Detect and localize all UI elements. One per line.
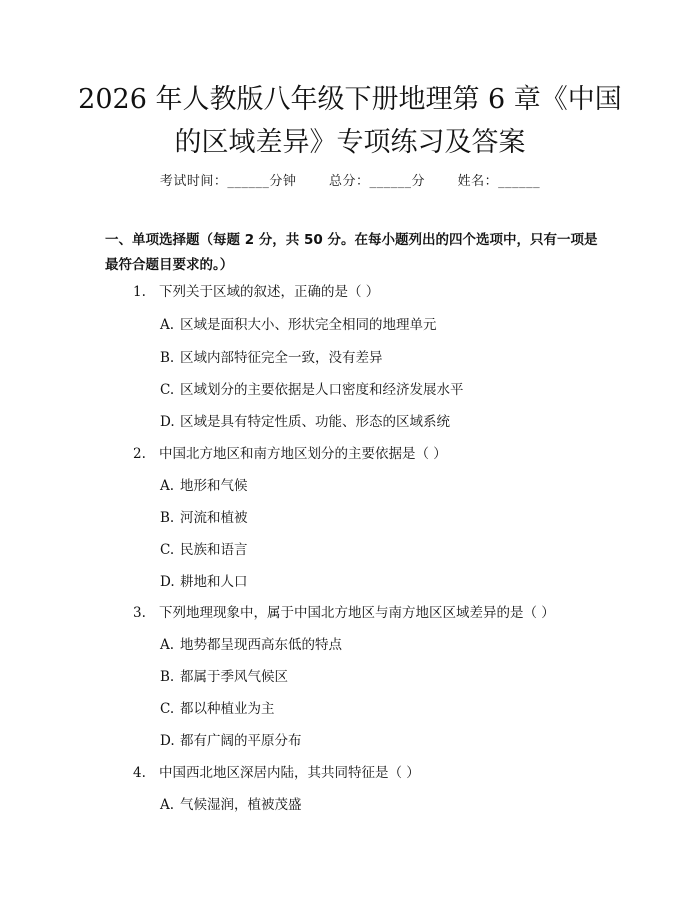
option-label: A. (160, 637, 175, 653)
option-text: 地势都呈现西高东低的特点 (180, 637, 342, 653)
option-label: D. (160, 574, 175, 590)
option-label: A. (160, 317, 175, 333)
option-4a (160, 793, 302, 813)
option-label: B. (160, 669, 175, 685)
title-line-1: 2026 年人教版八年级下册地理第 6 章《中国 (78, 84, 622, 115)
option-2d (160, 570, 248, 590)
option-text: 都以种植业为主 (180, 701, 275, 717)
question-2 (133, 442, 447, 462)
option-text: 区域划分的主要依据是人口密度和经济发展水平 (180, 382, 464, 398)
option-3b (160, 665, 288, 685)
option-2a (160, 474, 248, 494)
option-text: 区域是面积大小、形状完全相同的地理单元 (180, 317, 437, 333)
page-title (60, 78, 640, 164)
option-label: C. (160, 701, 175, 717)
section-heading: 一、单项选择题（每题 2 分，共 50 分。在每小题列出的四个选项中，只有一项是最符合题目要求的。） (105, 232, 598, 273)
option-3c (160, 697, 275, 717)
question-text: 下列地理现象中，属于中国北方地区与南方地区区域差异的是（ ） (159, 605, 555, 621)
option-label: C. (160, 542, 175, 558)
question-number: 1. (133, 284, 146, 300)
total-score: 总分：______分 (328, 174, 425, 189)
title-line-2: 的区域差异》专项练习及答案 (174, 127, 526, 158)
option-text: 区域内部特征完全一致，没有差异 (180, 350, 383, 366)
question-4 (133, 761, 420, 781)
option-1b (160, 346, 383, 366)
option-text: 气候湿润，植被茂盛 (180, 797, 302, 813)
option-text: 民族和语言 (180, 542, 248, 558)
option-label: B. (160, 510, 175, 526)
option-2c (160, 538, 248, 558)
option-2b (160, 506, 248, 526)
question-number: 4. (133, 765, 146, 781)
option-3d (160, 729, 302, 749)
exam-meta (0, 170, 700, 189)
option-1a (160, 313, 437, 333)
option-text: 都属于季风气候区 (180, 669, 288, 685)
question-text: 下列关于区域的叙述，正确的是（ ） (159, 284, 380, 300)
option-3a (160, 633, 342, 653)
option-label: D. (160, 733, 175, 749)
option-text: 区域是具有特定性质、功能、形态的区域系统 (180, 414, 450, 430)
option-label: D. (160, 414, 175, 430)
option-1d (160, 410, 450, 430)
question-3 (133, 601, 555, 621)
question-1 (133, 280, 379, 300)
question-text: 中国西北地区深居内陆，其共同特征是（ ） (159, 765, 420, 781)
question-text: 中国北方地区和南方地区划分的主要依据是（ ） (159, 446, 447, 462)
option-text: 地形和气候 (180, 478, 248, 494)
option-label: C. (160, 382, 175, 398)
student-name: 姓名：______ (457, 174, 541, 189)
question-number: 3. (133, 605, 146, 621)
option-label: B. (160, 350, 175, 366)
option-label: A. (160, 797, 175, 813)
question-number: 2. (133, 446, 146, 462)
option-text: 河流和植被 (180, 510, 248, 526)
option-text: 耕地和人口 (180, 574, 248, 590)
option-text: 都有广阔的平原分布 (180, 733, 302, 749)
option-label: A. (160, 478, 175, 494)
option-1c (160, 378, 464, 398)
exam-time: 考试时间：______分钟 (159, 174, 297, 189)
